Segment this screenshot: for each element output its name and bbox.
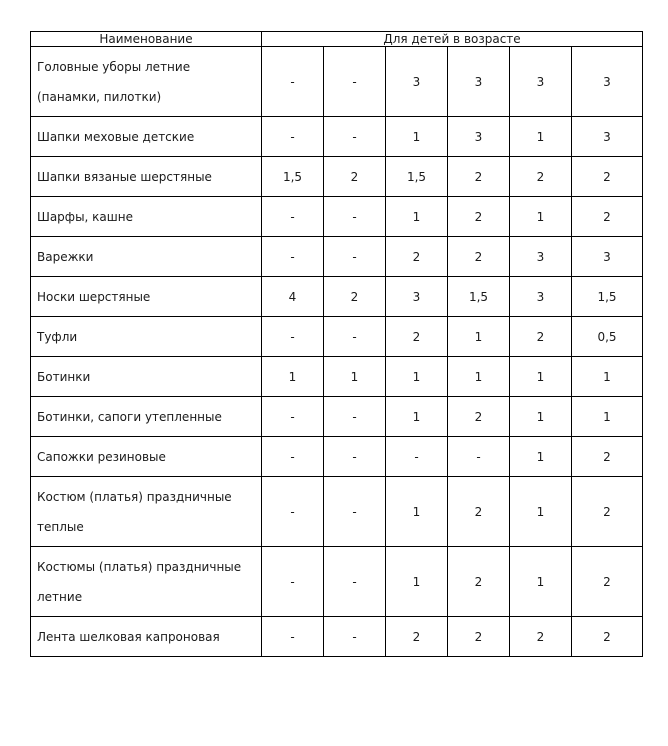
header-name: Наименование <box>31 32 262 47</box>
row-name: Варежки <box>31 237 262 277</box>
cell-value: 1 <box>510 197 572 237</box>
table-row <box>31 437 643 477</box>
cell-value: 1 <box>262 357 324 397</box>
header-age-group: Для детей в возрасте <box>262 32 643 47</box>
cell-value: 1 <box>448 357 510 397</box>
cell-value: 2 <box>510 157 572 197</box>
table-row <box>31 317 643 357</box>
cell-value: - <box>262 617 324 657</box>
cell-value: 1 <box>572 397 643 437</box>
cell-value: - <box>262 397 324 437</box>
cell-value: - <box>324 47 386 117</box>
clothing-norms-table <box>30 31 643 657</box>
row-name: Шапки вязаные шерстяные <box>31 157 262 197</box>
cell-value: 1 <box>386 357 448 397</box>
cell-value: 3 <box>510 47 572 117</box>
table-row <box>31 117 643 157</box>
cell-value: 3 <box>510 277 572 317</box>
cell-value: 3 <box>572 117 643 157</box>
cell-value: 2 <box>572 197 643 237</box>
cell-value: 2 <box>324 157 386 197</box>
row-name: Сапожки резиновые <box>31 437 262 477</box>
cell-value: - <box>262 547 324 617</box>
cell-value: 3 <box>448 47 510 117</box>
cell-value: 1 <box>386 197 448 237</box>
table-row <box>31 47 643 117</box>
table-row <box>31 617 643 657</box>
cell-value: 2 <box>386 237 448 277</box>
cell-value: 3 <box>386 277 448 317</box>
row-name: Шарфы, кашне <box>31 197 262 237</box>
cell-value: - <box>262 47 324 117</box>
cell-value: 2 <box>448 617 510 657</box>
cell-value: 2 <box>572 477 643 547</box>
cell-value: 1,5 <box>386 157 448 197</box>
table-row <box>31 157 643 197</box>
cell-value: 3 <box>572 47 643 117</box>
cell-value: - <box>324 237 386 277</box>
row-name: Ботинки <box>31 357 262 397</box>
cell-value: 3 <box>572 237 643 277</box>
cell-value: - <box>324 397 386 437</box>
cell-value: - <box>262 197 324 237</box>
cell-value: 2 <box>448 197 510 237</box>
cell-value: 3 <box>386 47 448 117</box>
cell-value: 1,5 <box>262 157 324 197</box>
cell-value: 2 <box>448 397 510 437</box>
row-name: Ботинки, сапоги утепленные <box>31 397 262 437</box>
row-name: Шапки меховые детские <box>31 117 262 157</box>
cell-value: 1 <box>510 437 572 477</box>
table-row <box>31 477 643 547</box>
table-row <box>31 197 643 237</box>
cell-value: 1 <box>386 397 448 437</box>
table-row <box>31 237 643 277</box>
row-name: Туфли <box>31 317 262 357</box>
cell-value: - <box>324 317 386 357</box>
cell-value: 2 <box>572 157 643 197</box>
cell-value: 1 <box>510 397 572 437</box>
cell-value: 2 <box>448 547 510 617</box>
cell-value: - <box>324 547 386 617</box>
cell-value: 1 <box>386 477 448 547</box>
table-row <box>31 547 643 617</box>
table-row <box>31 357 643 397</box>
cell-value: 2 <box>448 237 510 277</box>
cell-value: 2 <box>448 157 510 197</box>
cell-value: 2 <box>386 617 448 657</box>
cell-value: 2 <box>386 317 448 357</box>
table-row <box>31 397 643 437</box>
cell-value: - <box>324 117 386 157</box>
cell-value: 2 <box>572 617 643 657</box>
cell-value: 2 <box>324 277 386 317</box>
cell-value: 1 <box>386 117 448 157</box>
cell-value: - <box>262 317 324 357</box>
cell-value: 2 <box>572 547 643 617</box>
cell-value: 0,5 <box>572 317 643 357</box>
cell-value: 2 <box>510 617 572 657</box>
cell-value: 1 <box>510 357 572 397</box>
cell-value: 2 <box>572 437 643 477</box>
cell-value: 1 <box>448 317 510 357</box>
cell-value: - <box>324 197 386 237</box>
row-name: Носки шерстяные <box>31 277 262 317</box>
cell-value: 1 <box>510 477 572 547</box>
cell-value: - <box>386 437 448 477</box>
cell-value: 2 <box>510 317 572 357</box>
cell-value: 3 <box>510 237 572 277</box>
row-name: Костюм (платья) праздничные теплые <box>31 477 262 547</box>
cell-value: - <box>324 437 386 477</box>
cell-value: 3 <box>448 117 510 157</box>
cell-value: 1 <box>324 357 386 397</box>
cell-value: - <box>448 437 510 477</box>
cell-value: 1 <box>386 547 448 617</box>
table-row <box>31 277 643 317</box>
cell-value: 4 <box>262 277 324 317</box>
row-name: Костюмы (платья) праздничные летние <box>31 547 262 617</box>
cell-value: - <box>262 477 324 547</box>
cell-value: - <box>324 617 386 657</box>
row-name: Головные уборы летние (панамки, пилотки) <box>31 47 262 117</box>
cell-value: 1 <box>510 117 572 157</box>
cell-value: - <box>262 237 324 277</box>
cell-value: 1,5 <box>448 277 510 317</box>
table-header-row <box>31 32 643 47</box>
cell-value: - <box>262 117 324 157</box>
cell-value: - <box>262 437 324 477</box>
cell-value: 2 <box>448 477 510 547</box>
cell-value: - <box>324 477 386 547</box>
cell-value: 1 <box>572 357 643 397</box>
cell-value: 1 <box>510 547 572 617</box>
cell-value: 1,5 <box>572 277 643 317</box>
row-name: Лента шелковая капроновая <box>31 617 262 657</box>
